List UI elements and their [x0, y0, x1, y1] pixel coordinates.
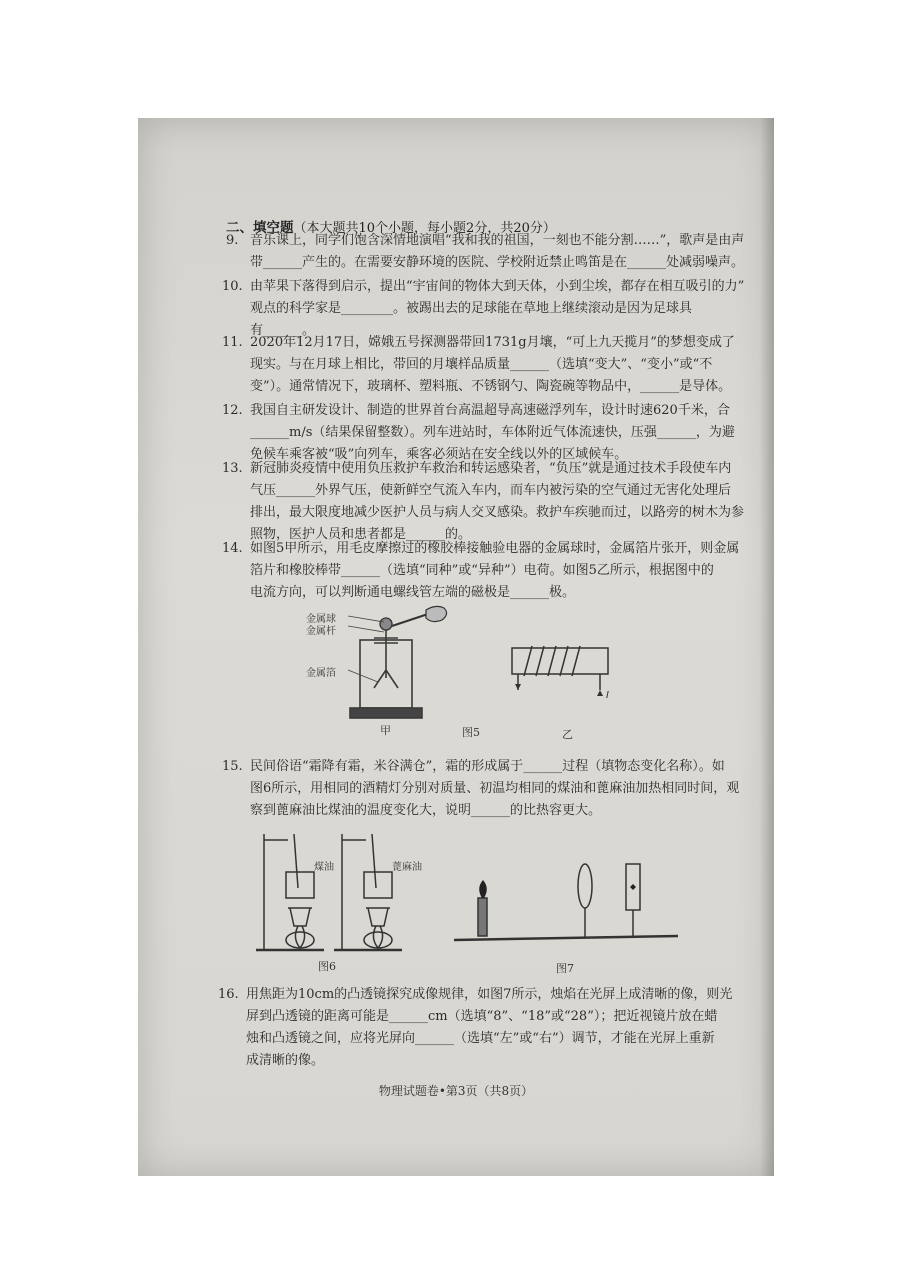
question-number: 9.	[226, 233, 239, 248]
question-line: 用焦距为10cm的凸透镜探究成像规律，如图7所示，烛焰在光屏上成清晰的像，则光	[246, 987, 733, 1002]
question-line: 照物，医护人员和患者都是______的。	[250, 527, 472, 542]
question-line: 箔片和橡胶棒带______（选填“同种”或“异种”）电荷。如图5乙所示，根据图中的	[250, 563, 714, 578]
question-line: 音乐课上，同学们饱含深情地演唱“我和我的祖国，一刻也不能分割……”，歌声是由声	[250, 233, 745, 248]
question-line: ______m/s（结果保留整数）。列车进站时，车体附近气体流速快，压强______，为避	[250, 425, 735, 440]
section-note: （本大题共10个小题，每小题2分，共20分）	[293, 221, 556, 236]
figure-caption: 图7	[556, 962, 574, 975]
current-label: I	[606, 690, 609, 701]
question-line: 气压______外界气压，使新鲜空气流入车内，而车内被污染的空气通过无害化处理后	[250, 483, 732, 498]
question-line: 观点的科学家是________。被踢出去的足球能在草地上继续滚动是因为足球具	[250, 301, 693, 316]
figure-sub-label: 乙	[562, 728, 573, 741]
question-line: 烛和凸透镜之间，应将光屏向______（选填“左”或“右”）调节，才能在光屏上重新	[246, 1031, 715, 1046]
section-heading: 二、填空题	[226, 220, 294, 236]
question-number: 11.	[222, 335, 243, 350]
question-line: 有______。	[250, 323, 316, 338]
question-number: 13.	[222, 461, 243, 476]
figure-label: 金属球	[306, 614, 336, 625]
figure-caption: 图6	[318, 960, 336, 973]
figure-label: 金属箔	[306, 668, 336, 679]
figure-label: 蓖麻油	[392, 862, 422, 873]
question-number: 16.	[218, 987, 239, 1002]
page-footer: 物理试题卷•第3页（共8页）	[378, 1084, 534, 1098]
question-line: 我国自主研发设计、制造的世界首台高温超导高速磁浮列车，设计时速620千米，合	[250, 403, 730, 418]
question-line: 民间俗语“霜降有霜，米谷满仓”，霜的形成属于______过程（填物态变化名称）。如	[250, 759, 725, 774]
question-line: 变”）。通常情况下，玻璃杯、塑料瓶、不锈钢勺、陶瓷碗等物品中，______是导体。	[250, 379, 732, 394]
figure-label: 金属杆	[306, 626, 336, 637]
heating-setup-right-icon	[334, 834, 402, 950]
question-line: 如图5甲所示，用毛皮摩擦过的橡胶棒接触验电器的金属球时，金属箔片张开，则金属	[250, 541, 740, 556]
question-line: 屏到凸透镜的距离可能是______cm（选填“8”、“18”或“28”）；把近视镜片放在蜡	[246, 1009, 718, 1024]
question-line: 新冠肺炎疫情中使用负压救护车救治和转运感染者，“负压”就是通过技术手段使车内	[250, 461, 732, 476]
question-line: 带______产生的。在需要安静环境的医院、学校附近禁止鸣笛是在______处减弱噪声。	[250, 255, 745, 270]
figure-caption: 图5	[462, 726, 480, 739]
question-number: 10.	[222, 279, 243, 294]
question-line: 免候车乘客被“吸”向列车，乘客必须站在安全线以外的区域候车。	[250, 447, 628, 462]
candle-flame-icon	[479, 880, 487, 898]
question-number: 15.	[222, 759, 243, 774]
image-spot-icon	[630, 884, 636, 890]
optical-bench-icon	[454, 864, 678, 940]
question-line: 2020年12月17日，嫦娥五号探测器带回1731g月壤，“可上九天揽月”的梦想变成了	[250, 335, 735, 350]
question-line: 成清晰的像。	[246, 1053, 325, 1068]
question-line: 现实。与在月球上相比，带回的月壤样品质量______（选填“变大”、“变小”或“不	[250, 357, 713, 372]
scanned-paper	[138, 118, 774, 1176]
question-line: 察到蓖麻油比煤油的温度变化大，说明______的比热容更大。	[250, 803, 602, 818]
figure-sub-label: 甲	[380, 724, 391, 737]
question-number: 14.	[222, 541, 243, 556]
question-line: 排出，最大限度地减少医护人员与病人交叉感染。救护车疾驰而过，以路旁的树木为参	[250, 505, 745, 520]
figure-label: 煤油	[314, 862, 334, 873]
question-line: 电流方向，可以判断通电螺线管左端的磁极是______极。	[250, 585, 576, 600]
heating-setup-left-icon	[256, 834, 324, 950]
question-line: 图6所示，用相同的酒精灯分别对质量、初温均相同的煤油和蓖麻油加热相同时间，观	[250, 781, 740, 796]
question-line: 由苹果下落得到启示，提出“宇宙间的物体大到天体，小到尘埃，都存在相互吸引的力”	[250, 279, 745, 294]
question-number: 12.	[222, 403, 243, 418]
